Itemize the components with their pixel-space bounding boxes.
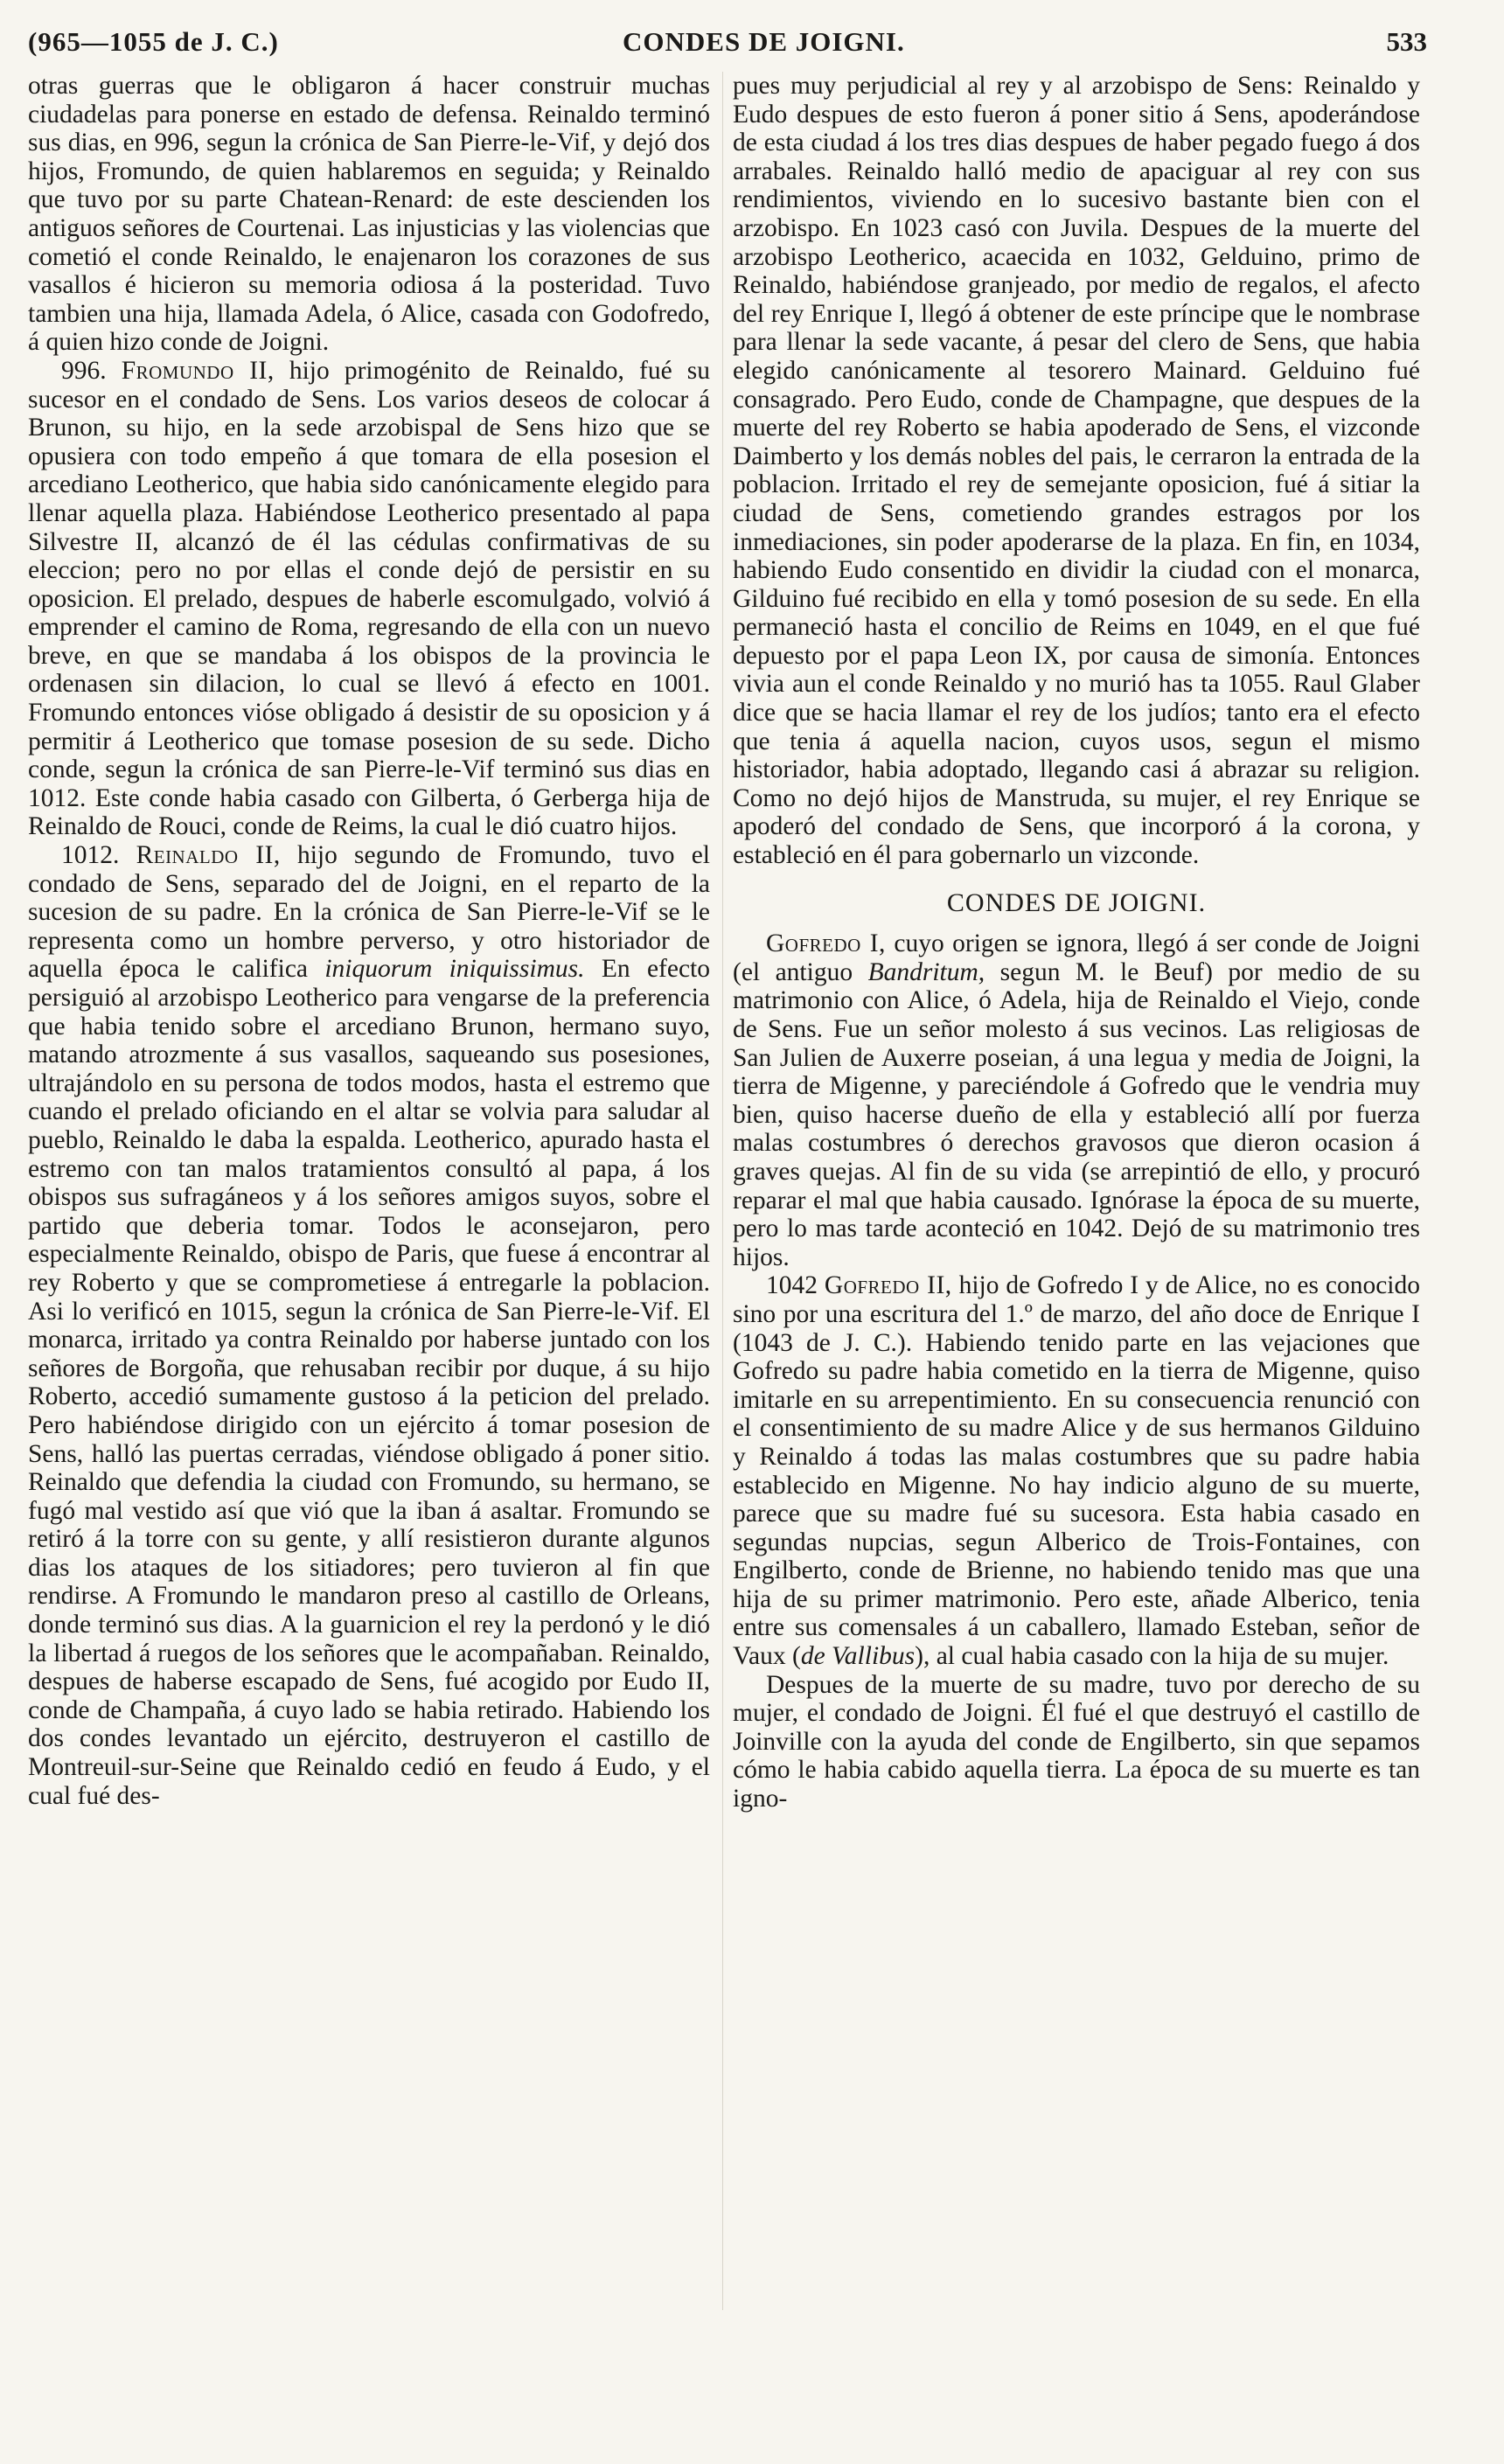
- paragraph: Despues de la muerte de su madre, tuvo por derecho de su mujer, el condado de Joigni. Él fué el que destruyó el castillo de Joinville con la ayuda del conde de Engilberto, sin que sepamos cómo le habia cabido aquella tierra. La época de su muerte es tan igno-: [733, 1670, 1420, 1813]
- entry-text: hijo primogénito de Reinaldo, fué su sucesor en el condado de Sens. Los varios deseos de colocar á Brunon, su hijo, en la sede arzobispal de Sens hizo que se opusiera con todo empeño á que tomara de ella posesion el arcediano Leotherico, que habia sido canónicamente elegido para llenar aquella plaza. Habiéndose Leotherico presentado al papa Silvestre II, alcanzó de él las cédulas confirmativas de su eleccion; pero no por ellas el conde dejó de persistir en su oposicion. El prelado, despues de haberle escomulgado, volvió á emprender el camino de Roma, regresando de ella con un nuevo breve, en que se mandaba á los obispos de la provincia le ordenasen sin dilacion, lo cual se llevó á efecto en 1001. Fromundo entonces vióse obligado á desistir de su oposicion y á permitir á Leotherico que tomase posesion de su sede. Dicho conde, segun la crónica de san Pierre-le-Vif terminó sus dias en 1012. Este conde habia casado con Gilberta, ó Gerberga hija de Reinaldo de Rouci, conde de Reims, la cual le dió cuatro hijos.: [28, 356, 711, 841]
- paragraph-gofredo-ii: [733, 1271, 1420, 1670]
- column-divider: [722, 72, 723, 2310]
- entry-name: Reinaldo II,: [136, 841, 281, 870]
- entry-name: Fromundo II,: [121, 356, 275, 385]
- entry-name: Gofredo I,: [766, 929, 886, 958]
- entry-text: ), al cual habia casado con la hija de su mujer.: [915, 1642, 1389, 1671]
- right-column: [733, 72, 1420, 1813]
- entry-text: hijo de Gofredo I y de Alice, no es conocido sino por una escritura del 1.º de marzo, del año doce de Enrique I (1043 de J. C.). Habiendo tenido parte en las vejaciones que Gofredo su padre habia cometido en la tierra de Migenne, quiso imitarle en su arrepentimiento. En su consecuencia renunció con el consentimiento de su madre Alice y de sus hermanos Gilduino y Reinaldo á todas las malas costumbres que su padre habia establecido en Migenne. No hay indicio alguno de su muerte, parece que su madre fué su sucesora. Esta habia casado en segundas nupcias, segun Alberico de Trois-Fontaines, con Engilberto, conde de Brienne, no habiendo tenido mas que una hija de su primer matrimonio. Pero este, añade Alberico, tenia entre sus comensales á un caballero, llamado Esteban, señor de Vaux (: [733, 1271, 1420, 1671]
- paragraph: pues muy perjudicial al rey y al arzobispo de Sens: Reinaldo y Eudo despues de esto fueron á poner sitio á Sens, apoderándose de esta ciudad á los tres dias despues de haber pegado fuego á dos arrabales. Reinaldo halló medio de apaciguar al rey con sus rendimientos, viviendo en lo sucesivo bastante bien con el arzobispo. En 1023 casó con Juvila. Despues de la muerte del arzobispo Leotherico, acaecida en 1032, Gelduino, primo de Reinaldo, habiéndose granjeado, por medio de regalos, el afecto del rey Enrique I, llegó á obtener de este príncipe que le nombrase para llenar la sede vacante, á pesar del clero de Sens, que habia elegido canónicamente al tesorero Mainard. Gelduino fué consagrado. Pero Eudo, conde de Champagne, que despues de la muerte del rey Roberto se habia apoderado de Sens, el vizconde Daimberto y los demás nobles del pais, le cerraron la entrada de la poblacion. Irritado el rey de semejante oposicion, fué á sitiar la ciudad de Sens, cometiendo grandes estragos por los inmediaciones, sin poder apoderarse de la plaza. En fin, en 1034, habiendo Eudo consentido en dividir la ciudad con el monarca, Gilduino fué recibido en ella y tomó posesion de su sede. En ella permaneció hasta el concilio de Reims en 1049, en el que fué depuesto por el papa Leon IX, por causa de simonía. Entonces vivia aun el conde Reinaldo y no murió has ta 1055. Raul Glaber dice que se hacia llamar el rey de los judíos; tanto era el efecto que tenia á aquella nacion, cuyos usos, segun el mismo historiador, habia adoptado, llegando casi á abrazar su religion. Como no dejó hijos de Manstruda, su mujer, el rey Enrique se apoderó del condado de Sens, que incorporó á la corona, y estableció en él para gobernarlo un vizconde.: [733, 72, 1420, 870]
- left-column: [28, 72, 710, 1810]
- entry-year: 1042: [766, 1271, 818, 1300]
- entry-text: segun M. le Beuf) por medio de su matrimonio con Alice, ó Adela, hija de Reinaldo el Viejo, conde de Sens. Fue un señor molesto á sus vecinos. Las religiosas de San Julien de Auxerre poseian, á una legua y media de Joigni, la tierra de Migenne, y pareciéndole á Gofredo que le vendria muy bien, quiso hacerse dueño de ella y estableció allí por fuerza malas costumbres ó derechos gravosos que dieron ocasion á graves quejas. Al fin de su vida (se arrepintió de ello, y procuró reparar el mal que habia causado. Ignórase la época de su muerte, pero lo mas tarde aconteció en 1042. Dejó de su matrimonio tres hijos.: [733, 957, 1420, 1271]
- header-date-range: (965—1055 de J. C.): [28, 26, 279, 57]
- paragraph-reinaldo-ii: [28, 841, 710, 1810]
- running-header: [28, 26, 1427, 66]
- entry-name: Gofredo II,: [824, 1271, 952, 1300]
- entry-year: 996.: [61, 356, 107, 385]
- entry-text: En efecto persiguió al arzobispo Leotherico para vengarse de la preferencia que habia tenido sobre el arcediano Brunon, hermano suyo, matando atrozmente á sus vasallos, saqueando sus posesiones, ultrajándolo en su persona de todos modos, hasta el estremo que cuando el prelado oficiando en el altar se volvia para saludar al pueblo, Reinaldo le daba la espalda. Leotherico, apurado hasta el estremo con tan malos tratamientos consultó al papa, á los obispos sus sufragáneos y á los señores amigos suyos, sobre el partido que deberia tomar. Todos le aconsejaron, pero especialmente Reinaldo, obispo de Paris, que fuese á encontrar al rey Roberto y que se comprometiese á entregarle la poblacion. Asi lo verificó en 1015, segun la crónica de San Pierre-le-Vif. El monarca, irritado ya contra Reinaldo por haberse juntado con los señores de Borgoña, que rehusaban recibir por duque, á su hijo Roberto, accedió sumamente gustoso á la peticion del prelado. Pero habiéndose dirigido con un ejército á tomar posesion de Sens, halló las puertas cerradas, viéndose obligado á poner sitio. Reinaldo que defendia la ciudad con Fromundo, su hermano, se fugó mal vestido así que vió que la iban á asaltar. Fromundo se retiró á la torre con su gente, y allí resistieron durante algunos dias los ataques de los sitiadores; pero tuvieron al fin que rendirse. A Fromundo le mandaron preso al castillo de Orleans, donde terminó sus dias. A la guarnicion el rey la perdonó y le dió la libertad á ruegos de los señores que le acompañaban. Reinaldo, despues de haberse escapado de Sens, fué acogido por Eudo II, conde de Champaña, á cuyo lado se habia retirado. Habiendo los dos condes levantado un ejército, destruyeron el castillo de Montreuil-sur-Seine que Reinaldo cedió en feudo á Eudo, y el cual fué des-: [28, 955, 710, 1810]
- entry-text: cuyo origen se ignora, llegó á ser conde de Joigni (el antiguo: [733, 929, 1421, 986]
- entry-text: hijo segundo de Fromundo, tuvo el condado de Sens, separado del de Joigni, en el reparto de la sucesion de su padre. En la crónica de San Pierre-le-Vif se le representa como un hombre perverso, y otro historiador de aquella época le califica: [28, 841, 710, 984]
- latin-quote: iniquorum iniquissimus.: [324, 955, 585, 984]
- header-title: CONDES DE JOIGNI.: [623, 26, 905, 57]
- latin-place-name: de Vallibus: [800, 1642, 916, 1671]
- page-number: 533: [1386, 26, 1427, 57]
- latin-place-name: Bandritum,: [867, 957, 985, 986]
- paragraph-fromundo-ii: [28, 357, 710, 841]
- paragraph-gofredo-i: [733, 929, 1420, 1271]
- paragraph: otras guerras que le obligaron á hacer construir muchas ciudadelas para ponerse en estado de defensa. Reinaldo terminó sus dias, en 996, segun la crónica de San Pierre-le-Vif, y dejó dos hijos, Fromundo, de quien hablaremos en seguida; y Reinaldo que tuvo por su parte Chatean-Renard: de este descienden los antiguos señores de Courtenai. Las injusticias y las violencias que cometió el conde Reinaldo, le enajenaron los corazones de sus vasallos é hicieron su memoria odiosa á la posteridad. Tuvo tambien una hija, llamada Adela, ó Alice, casada con Godofredo, á quien hizo conde de Joigni.: [28, 72, 710, 357]
- section-title: CONDES DE JOIGNI.: [946, 887, 1207, 917]
- entry-year: 1012.: [61, 841, 120, 870]
